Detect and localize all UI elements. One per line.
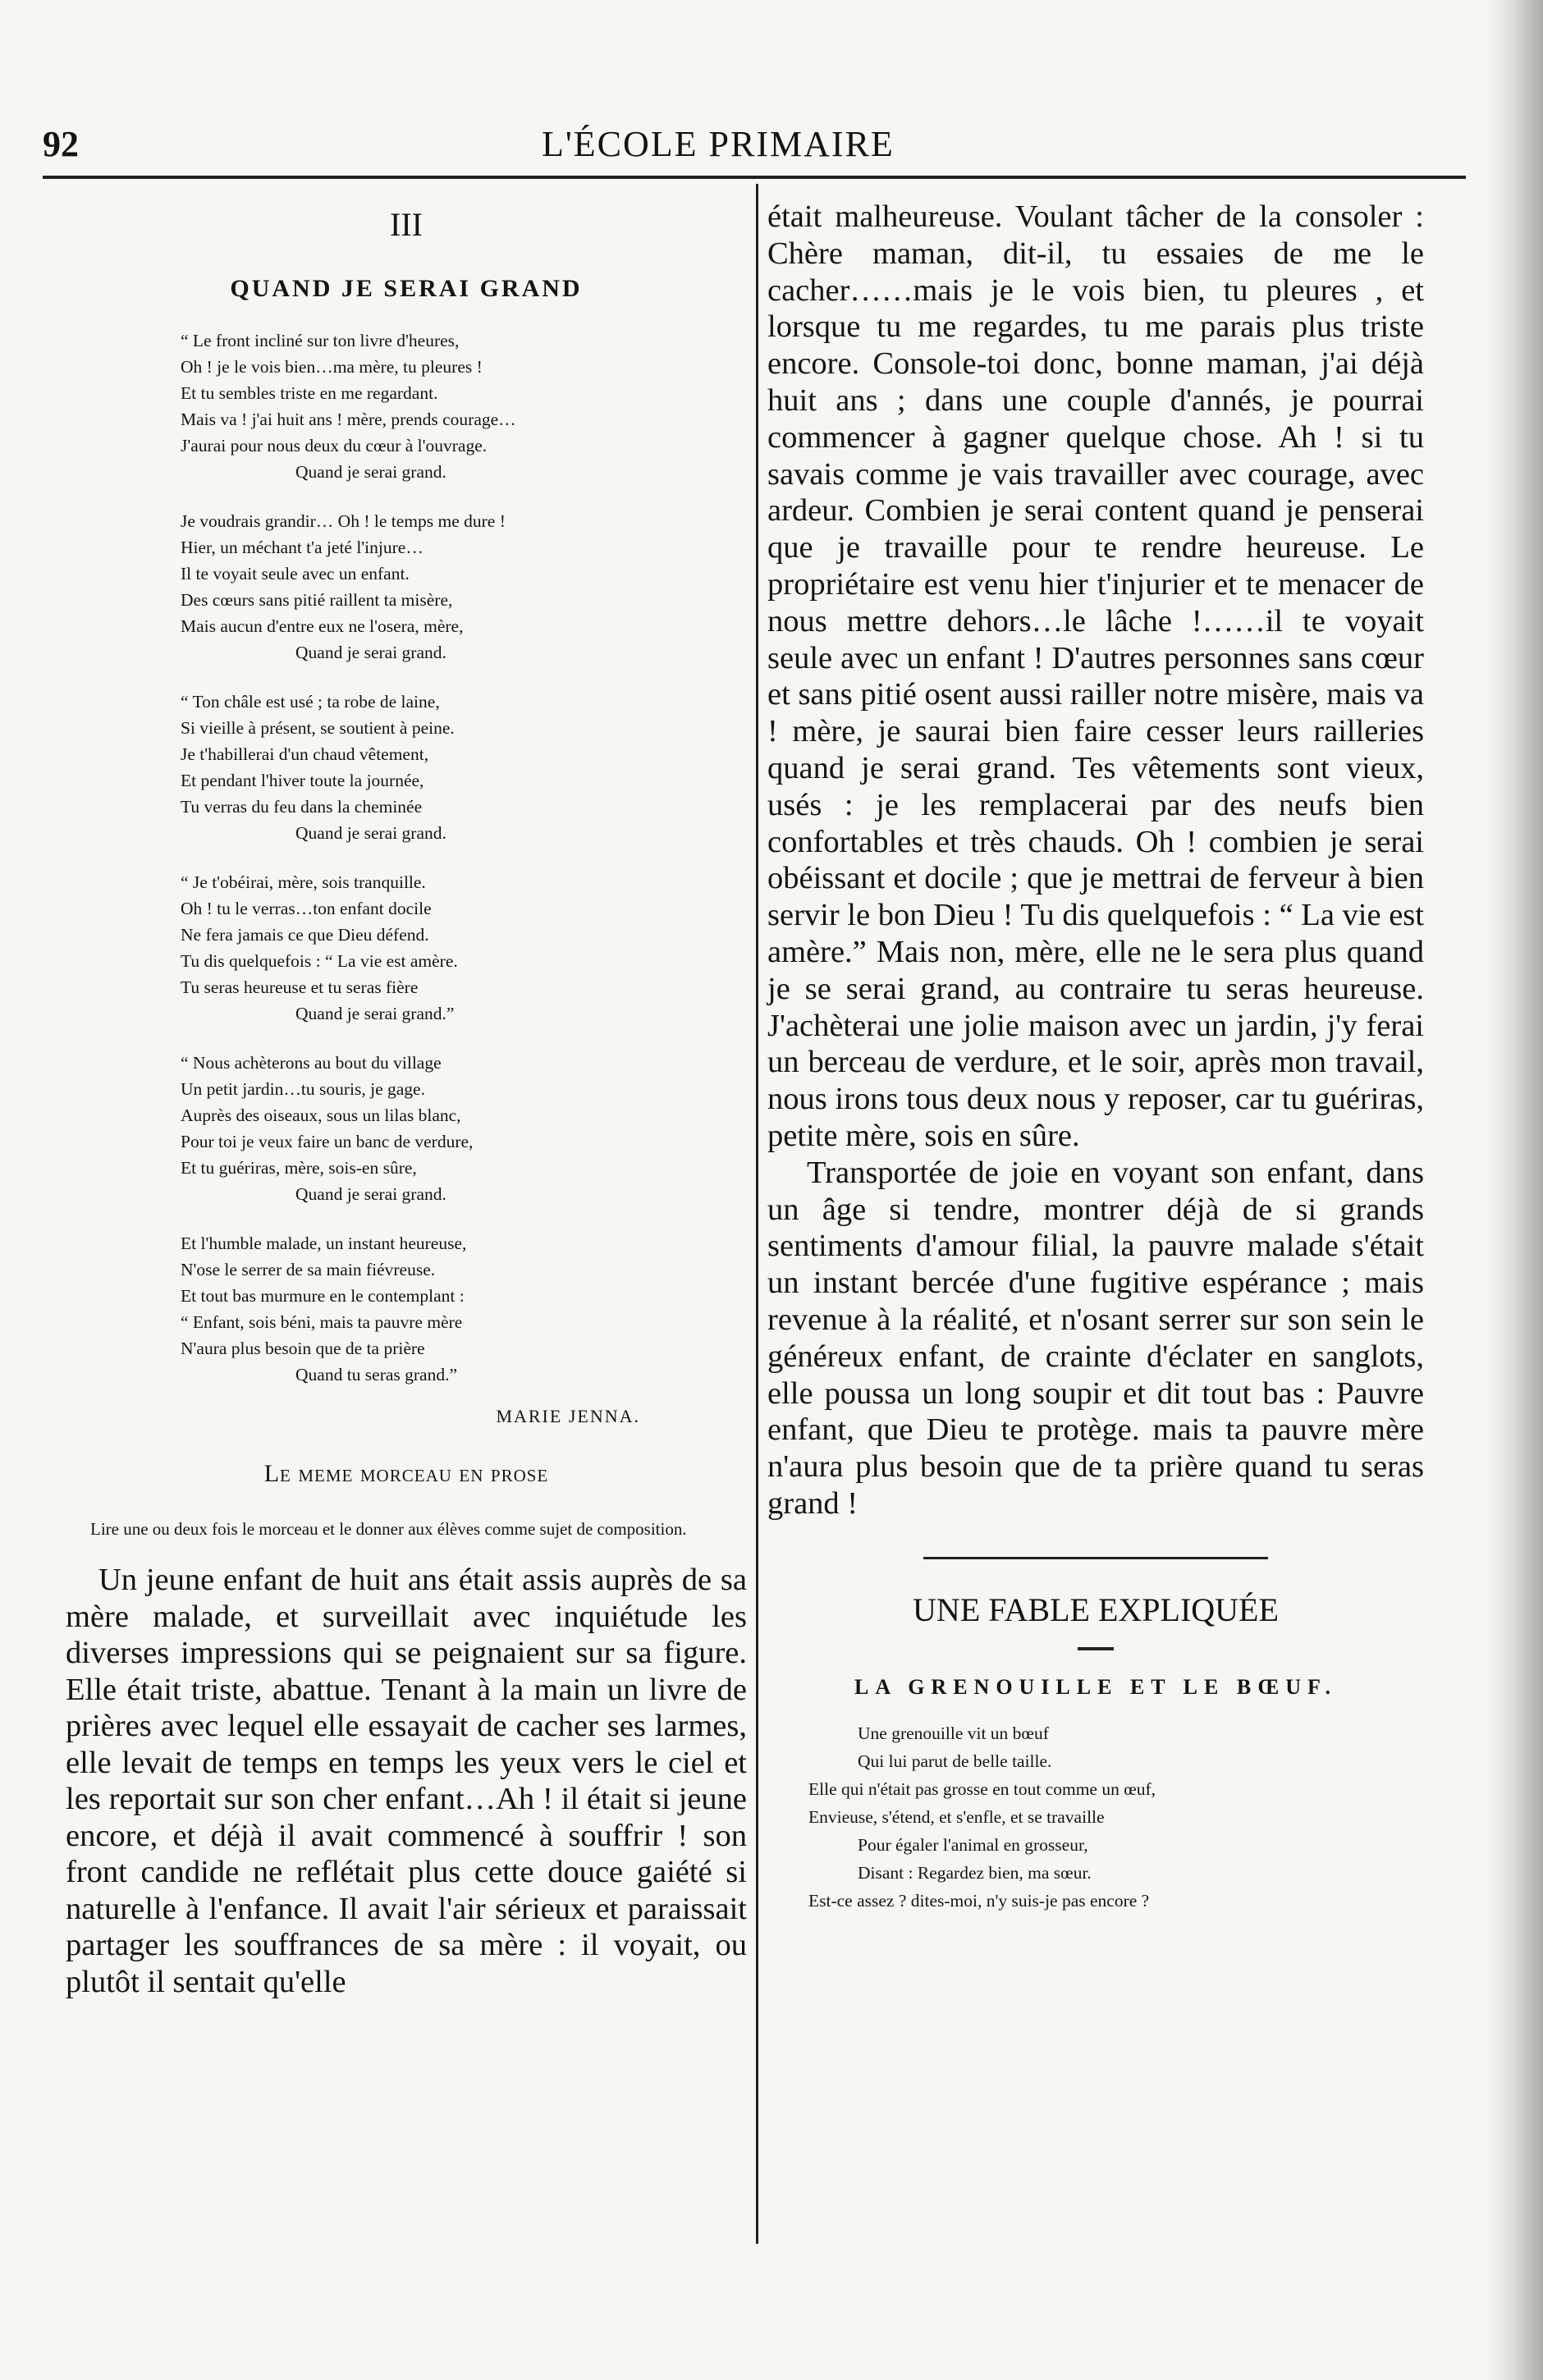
poem-line: Il te voyait seule avec un enfant. — [181, 564, 410, 584]
poem-line: N'aura plus besoin que de ta prière — [181, 1339, 425, 1358]
poem-line: Auprès des oiseaux, sous un lilas blanc, — [181, 1105, 461, 1125]
fable-title: LA GRENOUILLE ET LE BŒUF. — [854, 1674, 1337, 1699]
fable-line: Disant : Regardez bien, ma sœur. — [858, 1862, 1092, 1883]
poem-line: Si vieille à présent, se soutient à peine. — [181, 718, 455, 738]
poem-line: Oh ! tu le verras…ton enfant docile — [181, 899, 432, 918]
poem-stanza — [181, 869, 747, 1027]
right-column — [767, 199, 1424, 1915]
fable-line: Pour égaler l'animal en grosseur, — [858, 1834, 1088, 1855]
poem — [66, 327, 747, 1388]
page-number: 92 — [43, 124, 79, 164]
prose-heading: Le meme morceau en prose — [263, 1460, 549, 1487]
poem-refrain: Quand je serai grand. — [295, 462, 446, 482]
poem-line: Je voudrais grandir… Oh ! le temps me dure ! — [181, 511, 506, 531]
poem-line: Ne fera jamais ce que Dieu défend. — [181, 925, 429, 945]
poem-line: Et tu guériras, mère, sois-en sûre, — [181, 1158, 417, 1178]
section-divider — [923, 1557, 1268, 1559]
prose-paragraph-right-2: Transportée de joie en voyant son enfant, dans un âge si tendre, montrer déjà de si grands sentiments d'amour filial, la pauvre malade s'était un instant bercée d'une fugitive espérance ; mais revenue à la réalité, et n'osant serrer sur son sein le généreux enfant, de crainte d'éclater en sanglots, elle poussa un long soupir et dit tout bas : Pauvre enfant, que Dieu te protège. mais ta pauvre mère n'aura plus besoin que de ta prière quand tu seras grand ! — [767, 1155, 1424, 1521]
poem-line: “ Le front incliné sur ton livre d'heures, — [181, 331, 460, 350]
fable-line: Elle qui n'était pas grosse en tout comme un œuf, — [808, 1778, 1156, 1799]
poem-stanza — [181, 327, 747, 485]
fable-line: Qui lui parut de belle taille. — [858, 1751, 1052, 1771]
page-edge-shadow — [1486, 0, 1543, 2380]
poem-line: Un petit jardin…tu souris, je gage. — [181, 1079, 425, 1099]
poem-stanza — [181, 1050, 747, 1207]
poem-line: Tu seras heureuse et tu seras fière — [181, 977, 419, 997]
poem-author: MARIE JENNA. — [496, 1406, 640, 1426]
poem-refrain: Quand je serai grand. — [295, 1184, 446, 1204]
fable-line: Envieuse, s'étend, et s'enfle, et se travaille — [808, 1806, 1105, 1827]
fable-dash — [1078, 1647, 1114, 1650]
poem-refrain: Quand je serai grand. — [295, 643, 446, 662]
poem-line: “ Enfant, sois béni, mais ta pauvre mère — [181, 1312, 463, 1332]
section-number: III — [390, 206, 423, 243]
poem-line: Et pendant l'hiver toute la journée, — [181, 771, 424, 790]
poem-title: QUAND JE SERAI GRAND — [230, 275, 583, 302]
poem-line: Mais va ! j'ai huit ans ! mère, prends courage… — [181, 410, 516, 429]
poem-stanza — [181, 508, 747, 666]
fable-verses — [808, 1719, 1424, 1915]
poem-line: Je t'habillerai d'un chaud vêtement, — [181, 744, 429, 764]
poem-refrain: Quand je serai grand.” — [295, 1004, 455, 1023]
poem-line: Et l'humble malade, un instant heureuse, — [181, 1233, 467, 1253]
poem-line: J'aurai pour nous deux du cœur à l'ouvrage. — [181, 436, 488, 455]
poem-line: “ Nous achèterons au bout du village — [181, 1053, 442, 1073]
fable-line: Est-ce assez ? dites-moi, n'y suis-je pas encore ? — [808, 1890, 1150, 1911]
poem-line: Pour toi je veux faire un banc de verdure, — [181, 1132, 474, 1151]
fable-heading: UNE FABLE EXPLIQUÉE — [913, 1590, 1279, 1628]
poem-line: Tu verras du feu dans la cheminée — [181, 797, 423, 817]
left-column — [66, 205, 747, 2000]
column-rule — [756, 184, 758, 2244]
prose-paragraph-left: Un jeune enfant de huit ans était assis auprès de sa mère malade, et surveillait avec inquiétude les diverses impressions qui se peignaient sur sa figure. Elle était triste, abattue. Tenant à la main un livre de prières avec lequel elle essayait de cacher ses larmes, elle levait de temps en temps les yeux vers le ciel et les reportait sur son cher enfant…Ah ! il était si jeune encore, et déjà il avait commencé à souffrir ! son front candide ne reflétait plus cette douce gaiété si naturelle à l'enfance. Il avait l'air sérieux et paraissait partager les souffrances de sa mère : il voyait, ou plutôt il sentait qu'elle — [66, 1563, 747, 1999]
poem-line: Et tout bas murmure en le contemplant : — [181, 1286, 465, 1306]
poem-line: Oh ! je le vois bien…ma mère, tu pleures ! — [181, 357, 483, 377]
poem-refrain: Quand tu seras grand.” — [295, 1365, 458, 1385]
header-rule — [43, 176, 1466, 179]
poem-line: Tu dis quelquefois : “ La vie est amère. — [181, 951, 458, 971]
fable-line: Une grenouille vit un bœuf — [858, 1723, 1049, 1743]
poem-line: Et tu sembles triste en me regardant. — [181, 383, 438, 403]
poem-line: Hier, un méchant t'a jeté l'injure… — [181, 538, 424, 557]
poem-refrain: Quand je serai grand. — [295, 823, 446, 843]
poem-line: “ Je t'obéirai, mère, sois tranquille. — [181, 872, 426, 892]
poem-line: Des cœurs sans pitié raillent ta misère, — [181, 590, 453, 610]
poem-line: N'ose le serrer de sa main fiévreuse. — [181, 1260, 436, 1279]
poem-line: Mais aucun d'entre eux ne l'osera, mère, — [181, 616, 464, 636]
running-title: L'ÉCOLE PRIMAIRE — [542, 124, 895, 164]
poem-stanza — [181, 1230, 747, 1388]
composition-note: Lire une ou deux fois le morceau et le donner aux élèves comme sujet de composition. — [90, 1519, 687, 1539]
prose-paragraph-right-1: était malheureuse. Voulant tâcher de la consoler : Chère maman, dit-il, tu essaies de me le cacher……mais je le vois bien, tu pleures , et lorsque tu me regardes, tu me parais plus triste encore. Console-toi donc, bonne maman, j'ai déjà huit ans ; dans une couple d'annés, je pourrai commencer à gagner quelque chose. Ah ! si tu savais comme je vais travailler avec courage, avec ardeur. Combien je serai content quand je penserai que je travaille pour te rendre heureuse. Le propriétaire est venu hier t'injurier et te menacer de nous mettre dehors…le lâche !……il te voyait seule avec un enfant ! D'autres personnes sans cœur et sans pitié osent aussi railler notre misère, mais va ! mère, je saurai bien faire cesser leurs railleries quand je serai grand. Tes vêtements sont vieux, usés : je les remplacerai par des neufs bien confortables et très chauds. Oh ! combien je serai obéissant et docile ; que je mettrai de ferveur à bien servir le bon Dieu ! Tu dis quelquefois : “ La vie est amère.” Mais non, mère, elle ne le sera plus quand je se serai grand, au contraire tu seras heureuse. J'achèterai une jolie maison avec un jardin, j'y ferai un berceau de verdure, et le soir, après mon travail, nous irons tous deux nous y reposer, car tu guériras, petite mère, sois en sûre. — [767, 199, 1424, 1153]
poem-stanza — [181, 689, 747, 846]
poem-line: “ Ton châle est usé ; ta robe de laine, — [181, 692, 440, 712]
